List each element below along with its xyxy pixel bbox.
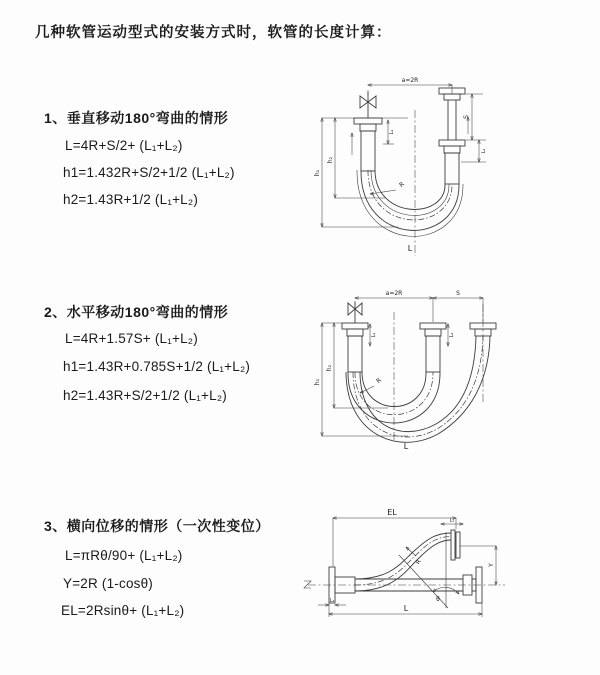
section2-formula-h2: h2=1.43R+S/2+1/2 (L₁+L₂): [63, 388, 227, 403]
dim-label-el: EL: [387, 508, 397, 517]
dim-label-s: S: [463, 115, 470, 119]
section3-formula-EL: EL=2Rsinθ+ (L₁+L₂): [61, 603, 185, 618]
section3-formula-L: L=πRθ/90+ (L₁+L₂): [65, 548, 183, 563]
hose-u-bend: [357, 170, 463, 236]
diagram-vertical-180-bend: [310, 70, 590, 262]
braided-hose-section: [445, 153, 459, 184]
dim-l: [329, 603, 482, 617]
dim-label-h2: h₂: [326, 364, 333, 372]
section2-formula-L: L=4R+1.57S+ (L₁+L₂): [65, 331, 198, 346]
dim-l1: [441, 518, 463, 525]
dim-label-a2r: a=2R: [401, 77, 419, 84]
page-title: 几种软管运动型式的安装方式时，软管的长度计算：: [35, 25, 392, 41]
dim-label-l1: L₁: [449, 517, 455, 524]
dim-s: [433, 290, 483, 322]
dim-label-l2: L₂: [329, 598, 335, 604]
right-flange-fittings: [439, 88, 465, 184]
dim-label-l: L: [407, 244, 413, 253]
dim-label-h1: h₁: [314, 169, 321, 177]
section1-formula-h1: h1=1.432R+S/2+1/2 (L₁+L₂): [63, 165, 235, 180]
diagram-lateral-displacement: [300, 502, 600, 650]
dim-label-r: R: [398, 180, 406, 189]
centerline: [304, 581, 505, 588]
section2-heading: 2、水平移动180°弯曲的情形: [44, 304, 229, 320]
upper-flange: [451, 530, 455, 560]
dim-label-y: Y: [488, 563, 495, 567]
dim-l2: [448, 324, 455, 346]
dim-l1: [370, 324, 377, 346]
section2-formula-h1: h1=1.43R+0.785S+1/2 (L₁+L₂): [63, 359, 251, 374]
braided-hose-section: [348, 336, 362, 372]
braided-hose-section: [426, 336, 440, 372]
dim-label-h2: h₂: [327, 156, 334, 164]
valve-icon: [360, 92, 376, 118]
valve-icon: [348, 302, 362, 323]
dim-s: [463, 94, 486, 140]
dim-label-a2r: a=2R: [385, 290, 403, 297]
dim-l2: [318, 598, 346, 605]
dim-label-theta: θ: [436, 596, 440, 603]
dim-l1: [383, 120, 395, 144]
dim-el: [333, 508, 456, 566]
angle-theta: [399, 532, 459, 608]
dim-label-l1: L₁: [389, 129, 395, 135]
datum-z-mark: [304, 581, 311, 588]
dim-label-l: L: [403, 604, 409, 613]
section3-heading: 3、横向位移的情形（一次性变位）: [44, 518, 270, 534]
braided-hose-section: [361, 131, 375, 171]
dim-label-r: R: [375, 376, 383, 385]
dim-y: [460, 546, 496, 585]
dim-label-l2: L₂: [449, 332, 455, 338]
dim-label-l2: L₂: [481, 148, 487, 154]
radius-leader: [360, 377, 383, 393]
dim-label-h1: h₁: [314, 378, 321, 386]
dim-label-r: R: [414, 558, 423, 566]
dim-label-s: S: [456, 290, 460, 297]
diagram-horizontal-180-bend: [308, 284, 600, 452]
section1-heading: 1、垂直移动180°弯曲的情形: [44, 110, 229, 126]
section1-formula-L: L=4R+S/2+ (L₁+L₂): [65, 138, 183, 153]
upper-flange: [456, 532, 460, 558]
hose-displaced-position: [355, 530, 460, 591]
left-flange-fitting: [354, 118, 382, 171]
section3-formula-Y: Y=2R (1-cosθ): [63, 576, 154, 591]
section1-formula-h2: h2=1.43R+1/2 (L₁+L₂): [63, 192, 199, 207]
middle-flange-fitting: [420, 323, 446, 372]
dim-label-l1: L₁: [371, 332, 377, 338]
dim-h2: [327, 118, 386, 198]
dim-label-l: L: [403, 442, 409, 451]
left-flange-fitting: [342, 323, 368, 372]
